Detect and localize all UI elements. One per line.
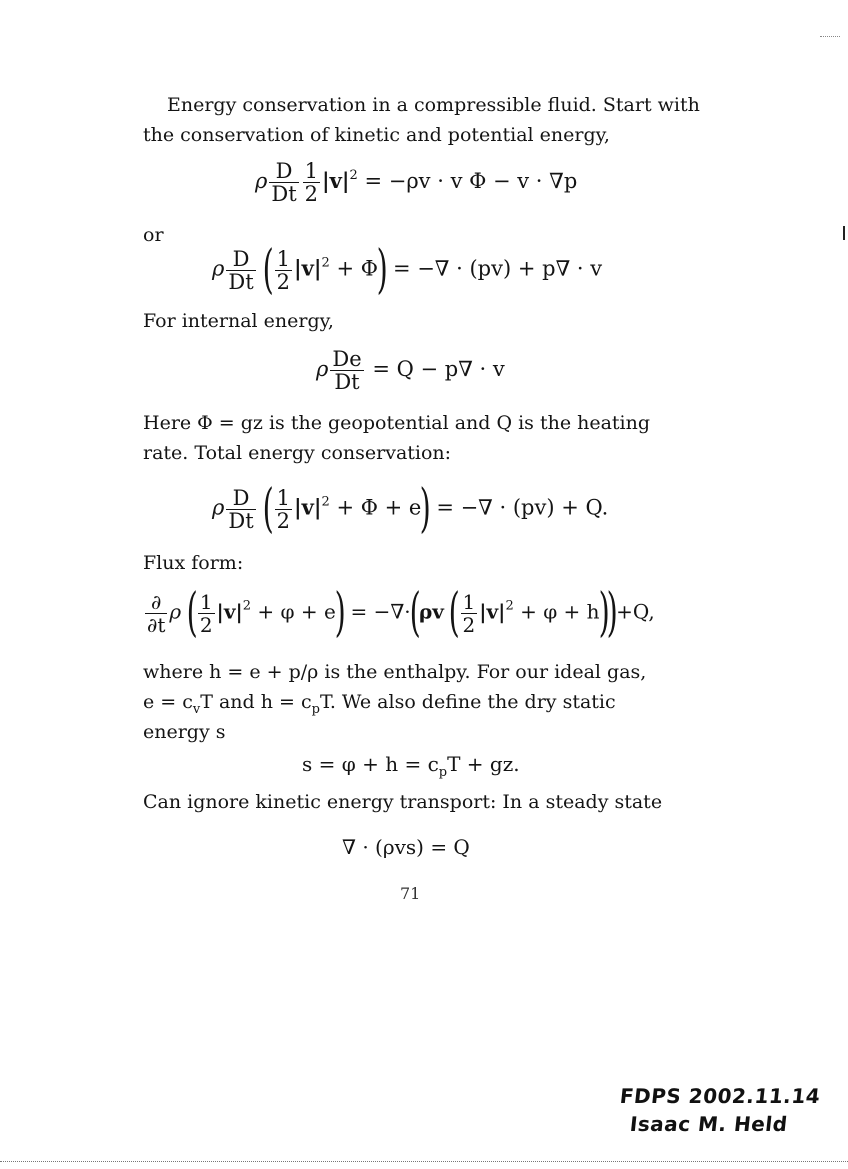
fraction	[303, 160, 320, 205]
equation-total-mech	[212, 240, 603, 300]
text-line	[143, 690, 616, 722]
eq-symbol: ρ	[212, 256, 225, 281]
left-paren: (	[186, 583, 198, 643]
eq-symbol: ρv	[418, 599, 444, 624]
exponent: 2	[505, 598, 514, 614]
text-line: Flux form:	[143, 552, 244, 574]
equation-dry-static-energy	[302, 751, 520, 786]
page-number: 71	[400, 884, 421, 903]
equation-total-energy	[212, 479, 609, 539]
fraction	[275, 248, 292, 293]
denominator: Dt	[271, 182, 297, 206]
eq-term: = −∇·	[350, 599, 411, 624]
text-fragment: e = c	[143, 691, 193, 713]
handwritten-signature: Isaac M. Held	[628, 1112, 789, 1136]
eq-symbol: |v|	[322, 168, 350, 193]
denominator: Dt	[334, 370, 360, 394]
eq-symbol: ρ	[255, 169, 268, 193]
text-line: energy s	[143, 721, 226, 743]
right-paren: )	[419, 479, 432, 539]
eq-term: + Φ	[336, 256, 378, 281]
scan-edge-mark	[843, 226, 845, 240]
right-paren: )	[606, 583, 618, 643]
denominator: ∂t	[147, 612, 166, 637]
numerator: 1	[304, 159, 319, 183]
eq-symbol: |v|	[479, 599, 506, 624]
right-paren: )	[598, 583, 610, 643]
denominator: 2	[199, 612, 213, 637]
eq-rhs: = Q − p∇ · v	[372, 357, 505, 381]
equation-flux-form	[143, 583, 655, 643]
eq-term: + φ + e	[257, 599, 336, 624]
denominator: 2	[304, 182, 319, 206]
right-paren: )	[376, 240, 388, 300]
eq-symbol: ρ	[169, 599, 182, 624]
eq-term: +Q,	[616, 599, 655, 624]
text-line: rate. Total energy conservation:	[143, 442, 452, 464]
text-line: For internal energy,	[143, 310, 334, 332]
eq-symbol: |v|	[294, 255, 322, 281]
fraction	[330, 348, 363, 393]
fraction	[226, 487, 255, 532]
eq-term: + φ + h	[520, 599, 600, 624]
numerator: D	[269, 160, 298, 183]
eq-term: T + gz.	[447, 752, 520, 776]
fraction	[269, 160, 298, 205]
text-fragment: T and h = c	[200, 691, 312, 713]
numerator: D	[226, 487, 255, 510]
text-line: Energy conservation in a compressible fluid. Start with	[167, 94, 700, 116]
text-fragment: T. We also define the dry static	[319, 691, 616, 713]
fraction	[145, 591, 167, 636]
subscript: p	[438, 765, 448, 780]
equation-internal-energy	[316, 348, 505, 393]
scan-edge-mark	[0, 1161, 848, 1162]
text-line: the conservation of kinetic and potential energy,	[143, 124, 610, 146]
denominator: Dt	[228, 269, 254, 294]
eq-rhs: = −∇ · (pv) + Q.	[436, 495, 609, 520]
denominator: Dt	[228, 508, 254, 533]
exponent: 2	[349, 168, 358, 183]
equation-steady-state: ∇ · (ρvs) = Q	[342, 835, 470, 859]
numerator: D	[226, 248, 255, 271]
fraction	[461, 591, 478, 636]
text-line: or	[143, 224, 164, 246]
right-paren: )	[334, 583, 346, 643]
numerator: 1	[199, 589, 213, 614]
numerator: De	[332, 347, 362, 371]
left-paren: (	[262, 240, 275, 300]
text-line: Here Φ = gz is the geopotential and Q is the heating	[143, 412, 651, 434]
left-paren: (	[448, 583, 460, 643]
eq-term: + Φ + e	[336, 495, 422, 520]
eq-symbol: |v|	[294, 494, 322, 520]
eq-symbol: ρ	[316, 357, 329, 381]
exponent: 2	[321, 494, 330, 510]
eq-term: s = φ + h = c	[302, 752, 439, 776]
scan-edge-mark	[820, 36, 840, 37]
left-paren: (	[262, 479, 275, 539]
numerator: 1	[462, 589, 476, 614]
left-paren: (	[409, 583, 421, 643]
subscript: p	[311, 701, 320, 717]
eq-symbol: ρ	[212, 495, 225, 520]
exponent: 2	[242, 598, 251, 614]
numerator: ∂	[145, 591, 167, 614]
numerator: 1	[276, 485, 290, 510]
fraction	[198, 591, 215, 636]
eq-symbol: |v|	[216, 599, 243, 624]
text-line: where h = e + p/ρ is the enthalpy. For our ideal gas,	[143, 661, 647, 683]
fraction	[275, 487, 292, 532]
denominator: 2	[462, 612, 476, 637]
equation-kinetic-potential	[255, 160, 577, 205]
fraction	[226, 248, 255, 293]
handwritten-date: FDPS 2002.11.14	[618, 1084, 822, 1108]
text-line: Can ignore kinetic energy transport: In a steady state	[143, 791, 663, 813]
numerator: 1	[276, 246, 290, 271]
subscript: v	[192, 701, 201, 717]
exponent: 2	[321, 255, 330, 271]
eq-rhs: = −∇ · (pv) + p∇ · v	[392, 256, 603, 281]
eq-rhs: = −ρv · v Φ − v · ∇p	[364, 169, 578, 193]
denominator: 2	[276, 269, 290, 294]
denominator: 2	[276, 508, 290, 533]
